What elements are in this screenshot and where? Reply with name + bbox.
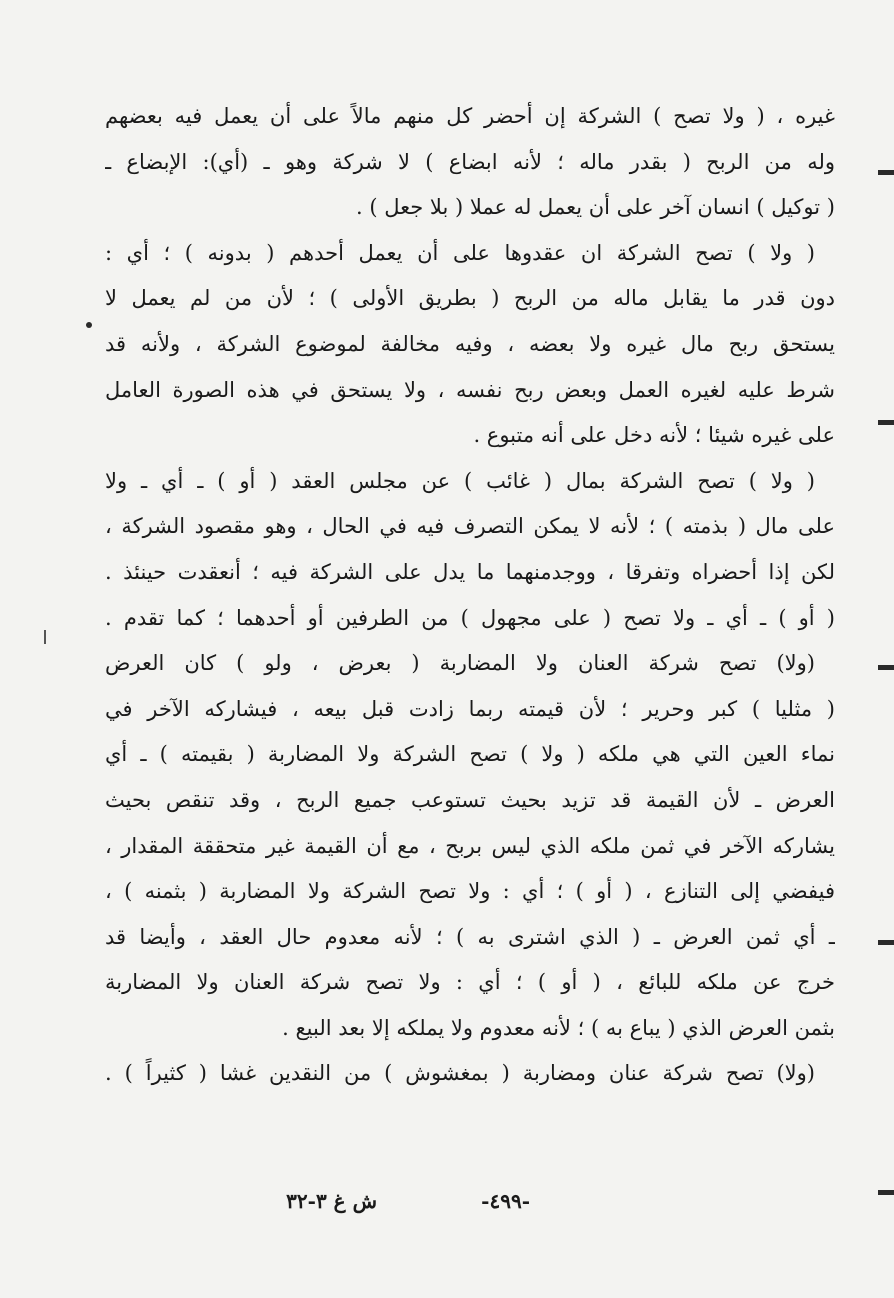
text-line: على غيره شيئا ؛ لأنه دخل على أنه متبوع .	[473, 423, 835, 448]
text-line: غيره ، ( ولا تصح ) الشركة إن أحضر كل منهم مالاً على أن يعمل فيه بعضهم	[105, 104, 835, 128]
page-footer	[105, 1181, 835, 1221]
text-line: ـ أي ثمن العرض ـ ( الذي اشترى به ) ؛ لأنه معدوم حال العقد ، وأيضا قد	[105, 924, 835, 949]
text-line: ( ولا ) تصح الشركة بمال ( غائب ) عن مجلس العقد ( أو ) ـ أي ـ ولا	[105, 468, 815, 493]
printer-signature: ش غ ٣-٣٢	[286, 1189, 377, 1213]
scan-dot	[86, 322, 92, 328]
text-line: (ولا) تصح شركة العنان ولا المضاربة ( بعرض ، ولو ) كان العرض	[105, 651, 815, 676]
scan-mark	[878, 420, 894, 425]
text-line: وله من الربح ( بقدر ماله ؛ لأنه ابضاع ) لا شركة وهو ـ (أي): الإبضاع ـ	[105, 149, 835, 174]
text-line: دون قدر ما يقابل ماله من الربح ( بطريق الأولى ) ؛ لأن من لم يعمل لا	[105, 286, 835, 311]
text-line: (ولا) تصح شركة عنان ومضاربة ( بمغشوش ) من النقدين غشا ( كثيراً ) .	[105, 1061, 815, 1086]
scan-mark	[878, 665, 894, 670]
text-line: العرض ـ لأن القيمة قد تزيد بحيث تستوعب جميع الربح ، وقد تنقص بحيث	[105, 787, 835, 812]
text-line: شرط عليه لغيره العمل وبعض ربح نفسه ، ولا يستحق في هذه الصورة العامل	[105, 377, 835, 402]
scan-mark	[878, 940, 894, 945]
text-line: بثمن العرض الذي ( يباع به ) ؛ لأنه معدوم ولا يملكه إلا بعد البيع .	[282, 1015, 835, 1040]
text-line: خرج عن ملكه للبائع ، ( أو ) ؛ أي : ولا تصح شركة العنان ولا المضاربة	[105, 970, 835, 995]
text-line: ( مثليا ) كبر وحرير ؛ لأن قيمته ربما زادت قبل بيعه ، فيشاركه الآخر في	[105, 696, 835, 721]
text-line: لكن إذا أحضراه وتفرقا ، ووجدمنهما ما يدل على الشركة فيه ؛ أنعقدت حينئذ .	[105, 559, 835, 584]
text-line: نماء العين التي هي ملكه ( ولا ) تصح الشركة ولا المضاربة ( بقيمته ) ـ أي	[105, 742, 835, 767]
page-number: -٤٩٩-	[481, 1189, 530, 1213]
scan-mark	[878, 1190, 894, 1195]
text-line: فيفضي إلى التنازع ، ( أو ) ؛ أي : ولا تصح الشركة ولا المضاربة ( بثمنه ) ،	[105, 879, 835, 904]
scan-tick	[44, 630, 46, 644]
text-line: على مال ( بذمته ) ؛ لأنه لا يمكن التصرف فيه في الحال ، وهو مقصود الشركة ،	[105, 514, 835, 539]
scan-mark	[878, 170, 894, 175]
text-line: يستحق ربح مال غيره ولا بعضه ، وفيه مخالفة لموضوع الشركة ، ولأنه قد	[105, 331, 835, 356]
body-text	[105, 94, 835, 1097]
text-line: ( توكيل ) انسان آخر على أن يعمل له عملا ( بلا جعل ) .	[356, 195, 835, 220]
text-line: ( ولا ) تصح الشركة ان عقدوها على أن يعمل أحدهم ( بدونه ) ؛ أي :	[105, 240, 815, 265]
text-line: يشاركه الآخر في ثمن ملكه الذي ليس بربح ، مع أن القيمة غير متحققة المقدار ،	[105, 833, 835, 858]
text-line: ( أو ) ـ أي ـ ولا تصح ( على مجهول ) من الطرفين أو أحدهما ؛ كما تقدم .	[105, 605, 835, 630]
